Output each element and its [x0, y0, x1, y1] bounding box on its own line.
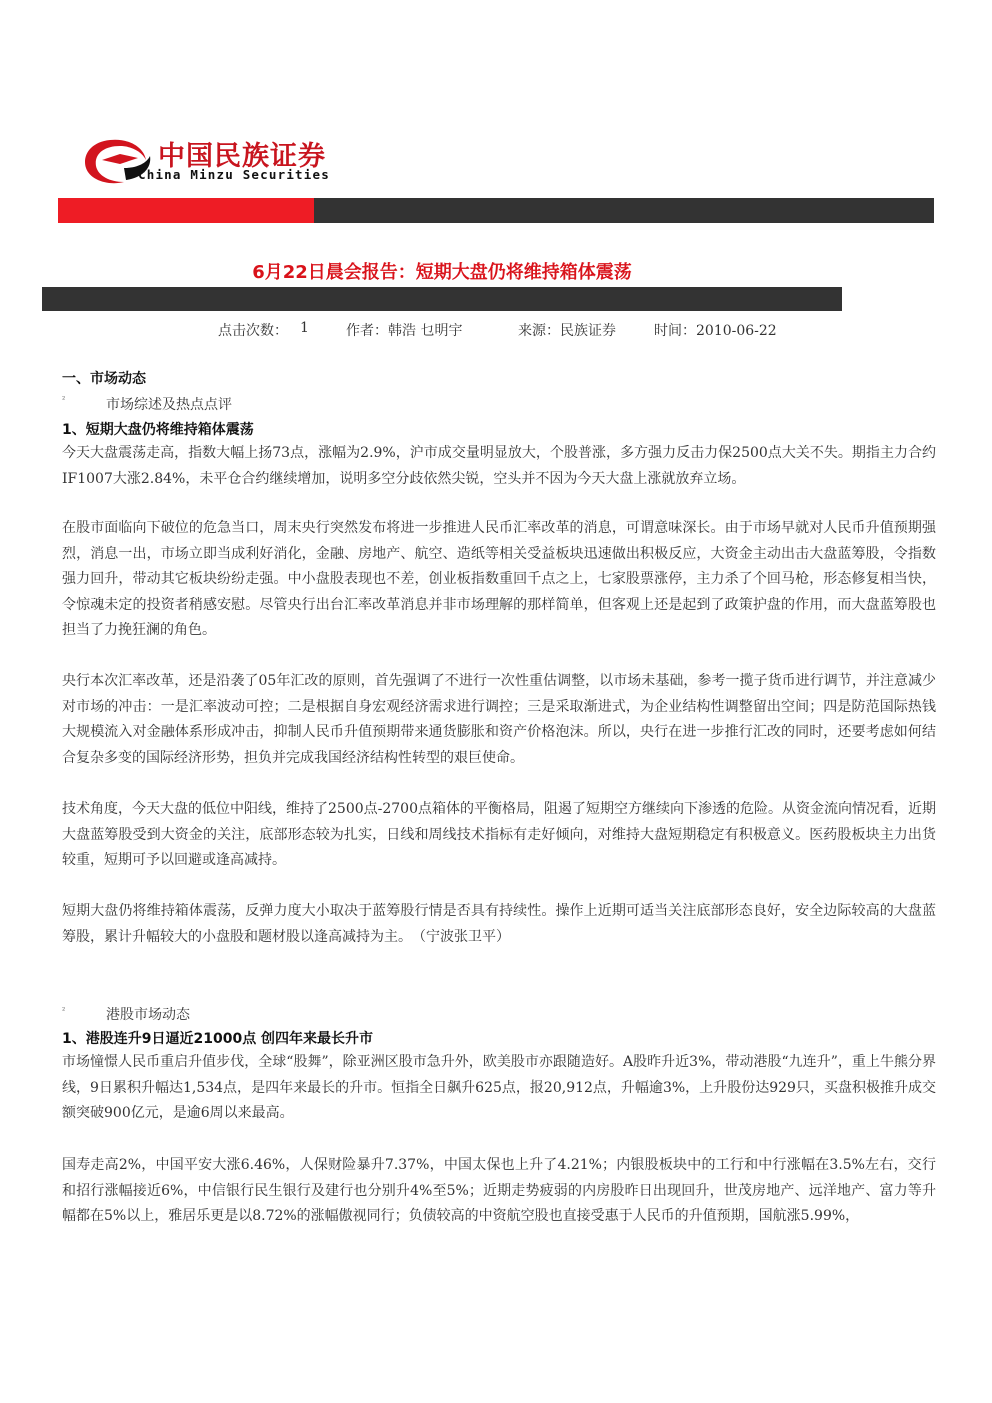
report-title: 6月22日晨会报告：短期大盘仍将维持箱体震荡: [252, 262, 632, 283]
paragraph: 市场憧憬人民币重启升值步伐，全球“股舞”，除亚洲区股市急升外，欧美股市亦跟随造好。A股昨升近3%，带动港股“九连升”，重上牛熊分界线，9日累积升幅达1,534点，是四年来最长的升市。恒指全日飙升625点，报20,912点，升幅逾3%，上升股份达929只，买盘积极推升成交额突破900亿元，是逾6周以来最高。: [62, 1054, 936, 1122]
clicks-label: 点击次数：: [218, 323, 288, 339]
item-title: 1、港股连升9日逼近21000点 创四年来最长升市: [62, 1031, 374, 1047]
company-logo: [80, 130, 380, 190]
paragraph: 央行本次汇率改革，还是沿袭了05年汇改的原则，首先强调了不进行一次性重估调整，以市场未基础，参考一揽子货币进行调节，并注意减少对市场的冲击：一是汇率波动可控；二是根据自身宏观经济需求进行调控；三是采取渐进式，为企业结构性调整留出空间；四是防范国际热钱大规模流入对金融体系形成冲击，抑制人民币升值预期带来通货膨胀和资产价格泡沫。所以，央行在进一步推行汇改的同时，还要考虑如何结合复杂多变的国际经济形势，担负并完成我国经济结构性转型的艰巨使命。: [62, 673, 936, 766]
subsection-title: 市场综述及热点点评: [106, 397, 232, 413]
source: 来源：民族证券: [518, 323, 616, 339]
publish-time: 时间：2010-06-22: [654, 323, 777, 339]
paragraph: 国寿走高2%，中国平安大涨6.46%，人保财险暴升7.37%，中国太保也上升了4.21%；内银股板块中的工行和中行涨幅在3.5%左右，交行和招行涨幅接近6%，中信银行民生银行及建行也分别升4%至5%；近期走势疲弱的内房股昨日出现回升，世茂房地产、远洋地产、富力等升幅都在5%以上，雅居乐更是以8.72%的涨幅傲视同行；负债较高的中资航空股也直接受惠于人民币的升值预期，国航涨5.99%，: [62, 1157, 936, 1225]
title-divider-bar: [42, 287, 842, 311]
logo-english-name: China Minzu Securities: [138, 167, 330, 182]
paragraph: 今天大盘震荡走高，指数大幅上扬73点，涨幅为2.9%，沪市成交量明显放大，个股普涨，多方强力反击力保2500点大关不失。期指主力合约IF1007大涨2.84%，未平仓合约继续增加，说明多空分歧依然尖锐，空头并不因为今天大盘上涨就放弃立场。: [62, 445, 936, 487]
clicks-value: 1: [300, 320, 309, 336]
header-bar-dark: [314, 198, 934, 223]
bullet-icon: ²: [62, 1006, 66, 1015]
item-title: 1、短期大盘仍将维持箱体震荡: [62, 422, 254, 438]
subsection-title: 港股市场动态: [106, 1007, 190, 1023]
section-heading: 一、市场动态: [62, 371, 146, 387]
author: 作者：韩浩 乜明宇: [346, 323, 463, 339]
paragraph: 短期大盘仍将维持箱体震荡，反弹力度大小取决于蓝筹股行情是否具有持续性。操作上近期可适当关注底部形态良好，安全边际较高的大盘蓝筹股，累计升幅较大的小盘股和题材股以逢高减持为主。 （宁波张卫平）: [62, 903, 936, 945]
bullet-icon: ²: [62, 395, 66, 404]
paragraph: 技术角度，今天大盘的低位中阳线，维持了2500点-2700点箱体的平衡格局，阻遏了短期空方继续向下渗透的危险。从资金流向情况看，近期大盘蓝筹股受到大资金的关注，底部形态较为扎实，日线和周线技术指标有走好倾向，对维持大盘短期稳定有积极意义。医药股板块主力出货较重，短期可予以回避或逢高减持。: [62, 801, 936, 869]
header-bar-red: [58, 198, 314, 223]
logo-chinese-name: 中国民族证券: [158, 141, 326, 172]
paragraph: 在股市面临向下破位的危急当口，周末央行突然发布将进一步推进人民币汇率改革的消息，可谓意味深长。由于市场早就对人民币升值预期强烈，消息一出，市场立即当成利好消化，金融、房地产、航空、造纸等相关受益板块迅速做出积极反应，大资金主动出击大盘蓝筹股，令指数强力回升，带动其它板块纷纷走强。中小盘股表现也不差，创业板指数重回千点之上，七家股票涨停，主力杀了个回马枪，形态修复相当快，令惊魂未定的投资者稍感安慰。尽管央行出台汇率改革消息并非市场理解的那样简单，但客观上还是起到了政策护盘的作用，而大盘蓝筹股也担当了力挽狂澜的角色。: [62, 520, 936, 639]
